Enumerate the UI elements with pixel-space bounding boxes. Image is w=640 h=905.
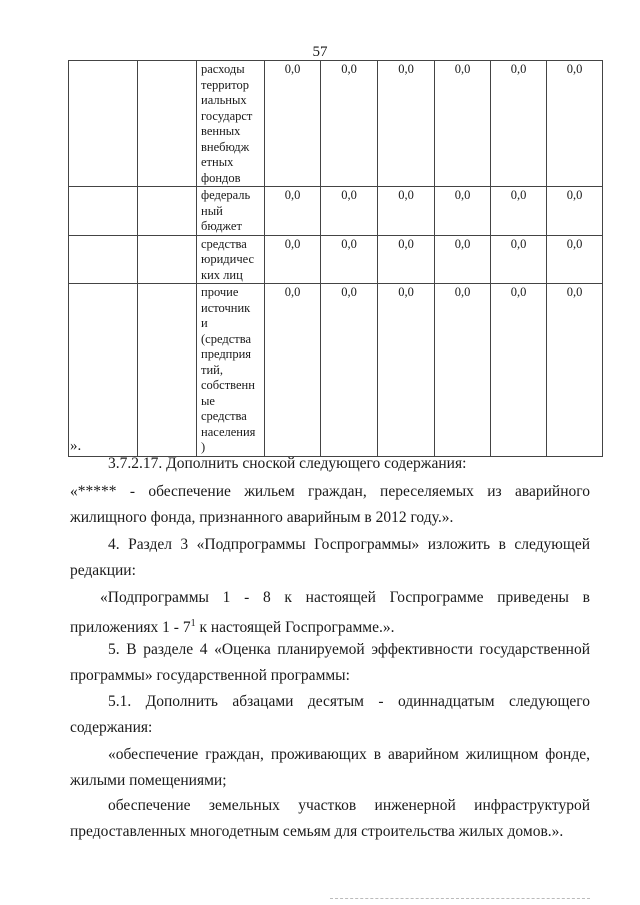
funding-source-line: населения bbox=[201, 424, 256, 439]
amount-cell: 0,0 bbox=[321, 284, 378, 457]
item-5-line1: 5. В разделе 4 «Оценка планируемой эффективности государственной bbox=[108, 641, 590, 658]
subprograms-text: приложениях 1 - 7 bbox=[70, 619, 191, 637]
footnote-text-line2: жилищного фонда, признанного аварийным в 2012 году.». bbox=[70, 509, 454, 526]
funding-source-line: средства bbox=[201, 236, 247, 251]
empty-cell bbox=[138, 187, 197, 236]
item-4-line2: редакции: bbox=[70, 562, 136, 579]
amount-cell: 0,0 bbox=[547, 235, 603, 284]
funding-source-line: иальных bbox=[201, 93, 247, 107]
table-row bbox=[69, 187, 603, 236]
land-plots-line1: обеспечение земельных участков инженерной инфраструктурой bbox=[108, 797, 590, 814]
amount-cell: 0,0 bbox=[378, 61, 435, 187]
subprograms-line2 bbox=[70, 612, 394, 640]
subprograms-text-end: к настоящей Госпрограмме.». bbox=[195, 619, 395, 637]
item-4-line1: 4. Раздел 3 «Подпрограммы Госпрограммы» изложить в следующей bbox=[108, 536, 590, 553]
amount-cell: 0,0 bbox=[491, 187, 547, 236]
funding-source-line: средства bbox=[201, 409, 247, 423]
amount-cell: 0,0 bbox=[547, 187, 603, 236]
funding-source-line: ких лиц bbox=[201, 267, 243, 282]
amount-cell: 0,0 bbox=[491, 284, 547, 457]
funding-source-line: етных bbox=[201, 155, 234, 169]
funding-source-line: федераль bbox=[201, 188, 251, 202]
funding-source-line: тий, bbox=[201, 362, 223, 377]
funding-source-cell bbox=[197, 284, 265, 457]
funding-source-cell bbox=[197, 235, 265, 284]
table-row bbox=[69, 61, 603, 187]
funding-source-line: расходы bbox=[201, 62, 245, 76]
amount-cell: 0,0 bbox=[435, 235, 491, 284]
empty-cell bbox=[138, 61, 197, 187]
paragraph-3-7-2-17: 3.7.2.17. Дополнить сноской следующего содержания: bbox=[108, 455, 467, 472]
quote-line2: жилыми помещениями; bbox=[70, 772, 227, 789]
funding-source-line: и bbox=[201, 316, 208, 330]
amount-cell: 0,0 bbox=[265, 187, 321, 236]
funding-source-line: ые bbox=[201, 393, 215, 408]
funding-source-cell bbox=[197, 61, 265, 187]
item-5-1-line1: 5.1. Дополнить абзацами десятым - одиннадцатым следующего bbox=[108, 693, 590, 710]
funding-source-line: территор bbox=[201, 77, 249, 92]
funding-table bbox=[68, 60, 603, 457]
funding-source-line: бюджет bbox=[201, 219, 242, 233]
item-5-line2: программы» государственной программы: bbox=[70, 667, 350, 684]
amount-cell: 0,0 bbox=[265, 235, 321, 284]
item-5-1-line2: содержания: bbox=[70, 719, 153, 736]
funding-source-line: предприя bbox=[201, 347, 252, 361]
page-bottom-artifact bbox=[330, 898, 590, 900]
amount-cell: 0,0 bbox=[378, 187, 435, 236]
funding-source-line: государст bbox=[201, 108, 253, 123]
funding-source-line: (средства bbox=[201, 331, 251, 346]
funding-source-line: ) bbox=[201, 440, 206, 454]
funding-source-line: собственн bbox=[201, 378, 255, 392]
amount-cell: 0,0 bbox=[435, 61, 491, 187]
empty-cell bbox=[69, 284, 138, 457]
funding-source-line: венных bbox=[201, 124, 241, 138]
amount-cell: 0,0 bbox=[491, 61, 547, 187]
empty-cell bbox=[69, 61, 138, 187]
closing-quote: ». bbox=[70, 438, 82, 454]
footnote-text-line1: «***** - обеспечение жильем граждан, переселяемых из аварийного bbox=[70, 483, 590, 500]
superscript: 1 bbox=[190, 618, 196, 629]
subprograms-line1: «Подпрограммы 1 - 8 к настоящей Госпрограмме приведены в bbox=[100, 589, 590, 606]
amount-cell: 0,0 bbox=[547, 61, 603, 187]
funding-source-line: ный bbox=[201, 203, 223, 218]
amount-cell: 0,0 bbox=[378, 235, 435, 284]
empty-cell bbox=[138, 284, 197, 457]
funding-source-line: фондов bbox=[201, 170, 241, 185]
amount-cell: 0,0 bbox=[435, 187, 491, 236]
funding-source-line: внебюдж bbox=[201, 139, 250, 154]
amount-cell: 0,0 bbox=[435, 284, 491, 457]
table-row bbox=[69, 235, 603, 284]
amount-cell: 0,0 bbox=[491, 235, 547, 284]
empty-cell bbox=[138, 235, 197, 284]
quote-line1: «обеспечение граждан, проживающих в аварийном жилищном фонде, bbox=[108, 746, 590, 763]
funding-source-line: источник bbox=[201, 300, 251, 315]
amount-cell: 0,0 bbox=[265, 61, 321, 187]
table-row bbox=[69, 284, 603, 457]
funding-source-line: юридичес bbox=[201, 252, 255, 266]
amount-cell: 0,0 bbox=[378, 284, 435, 457]
amount-cell: 0,0 bbox=[547, 284, 603, 457]
amount-cell: 0,0 bbox=[321, 61, 378, 187]
amount-cell: 0,0 bbox=[321, 235, 378, 284]
empty-cell bbox=[69, 187, 138, 236]
amount-cell: 0,0 bbox=[321, 187, 378, 236]
funding-source-cell bbox=[197, 187, 265, 236]
page-number: 57 bbox=[312, 44, 328, 60]
land-plots-line2: предоставленных многодетным семьям для строительства жилых домов.». bbox=[70, 823, 564, 840]
empty-cell bbox=[69, 235, 138, 284]
amount-cell: 0,0 bbox=[265, 284, 321, 457]
funding-source-line: прочие bbox=[201, 285, 239, 299]
